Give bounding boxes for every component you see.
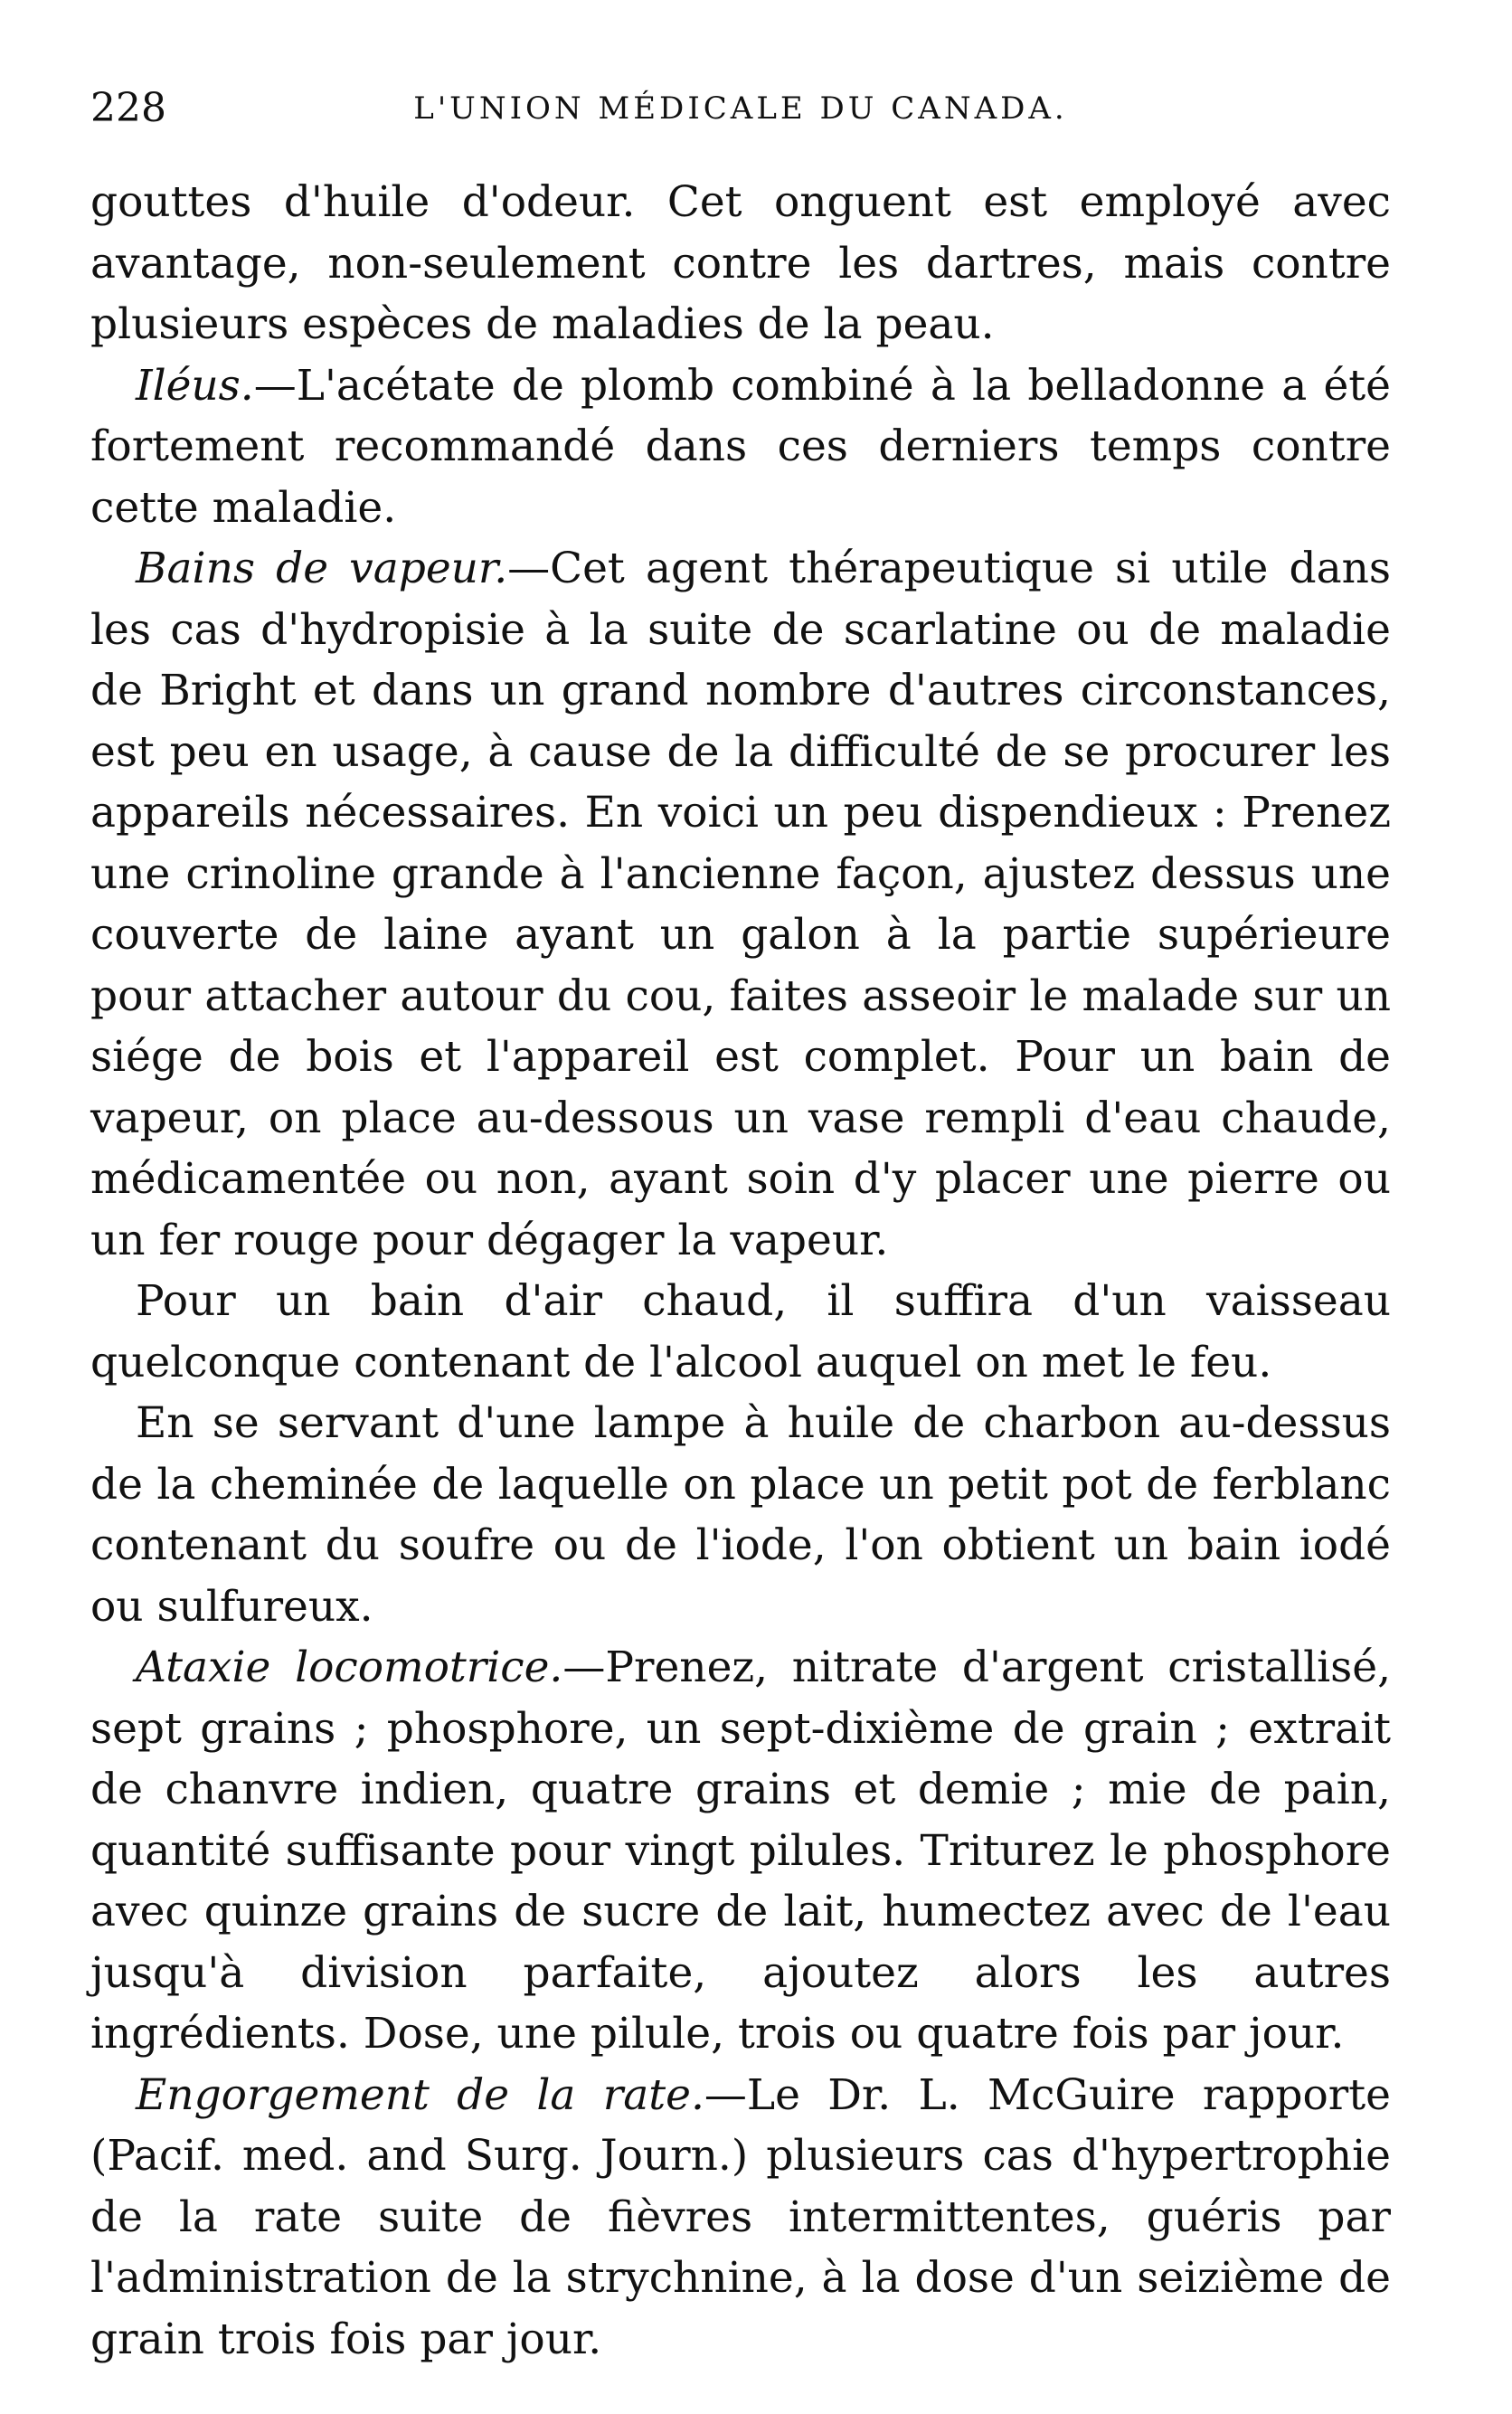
journal-title: L'UNION MÉDICALE DU CANADA.: [413, 90, 1068, 127]
paragraph-lead-in: Engorgement de la rate.: [136, 2069, 704, 2120]
paragraph-lead-in: Iléus.: [136, 360, 254, 411]
paragraph-ileus: [90, 355, 1391, 539]
paragraph-bains-de-vapeur: [90, 538, 1391, 1271]
paragraph-text: gouttes d'huile d'odeur. Cet onguent est employé avec avantage, non-seulement contre les dartres, mais contre plusieurs espèces de maladies de la peau.: [90, 177, 1391, 349]
paragraph-bain-iode: [90, 1393, 1391, 1637]
paragraph-text: —Prenez, nitrate d'argent cristallisé, sept grains ; phosphore, un sept-dixième de grain ; extrait de chanvre indien, quatre grains et demie ; mie de pain, quantité suffisante pour vingt pilules. Triturez le phosphore avec quinze grains de sucre de lait, humectez avec de l'eau jusqu'à division parfaite, ajoutez alors les autres ingrédients. Dose, une pilule, trois ou quatre fois par jour.: [90, 1642, 1392, 2059]
running-head: [90, 81, 1391, 136]
paragraph-text: Pour un bain d'air chaud, il suffira d'un vaisseau quelconque contenant de l'alcool auquel on met le feu.: [90, 1276, 1391, 1387]
paragraph-lead-in: Bains de vapeur.: [136, 544, 508, 593]
paragraph-text: En se servant d'une lampe à huile de charbon au-dessus de la cheminée de laquelle on place un petit pot de ferblanc contenant du soufre ou de l'iode, l'on obtient un bain iodé ou sulfureux.: [90, 1398, 1391, 1632]
paragraph-lead-in: Ataxie locomotrice.: [136, 1642, 563, 1692]
paragraph-bain-air-chaud: [90, 1271, 1391, 1393]
paragraph-ataxie-locomotrice: [90, 1637, 1391, 2065]
paragraph-text: —Le Dr. L. McGuire rapporte (Pacif. med. and Surg. Journ.) plusieurs cas d'hypertrophie de la rate suite de fièvres intermittentes, guéris par l'administration de la strychnine, à la dose d'un seizième de grain trois fois par jour.: [90, 2069, 1391, 2364]
paragraph-text: —Cet agent thérapeutique si utile dans les cas d'hydropisie à la suite de scarlatine ou de maladie de Bright et dans un grand nombre d'autres circonstances, est peu en usage, à cause de la difficulté de se procurer les appareils nécessaires. En voici un peu dispendieux : Prenez une crinoline grande à l'ancienne façon, ajustez dessus une couverte de laine ayant un galon à la partie supérieure pour attacher autour du cou, faites asseoir le malade sur un siége de bois et l'appareil est complet. Pour un bain de vapeur, on place au-dessous un vase rempli d'eau chaude, médicamentée ou non, ayant soin d'y placer une pierre ou un fer rouge pour dégager la vapeur.: [90, 544, 1391, 1265]
paragraph-engorgement-rate: [90, 2065, 1391, 2371]
document-page: [90, 81, 1391, 2370]
paragraph-text: —L'acétate de plomb combiné à la belladonne a été fortement recommandé dans ces derniers temps contre cette maladie.: [90, 360, 1391, 533]
page-number: 228: [90, 85, 166, 131]
paragraph-continuation: [90, 172, 1391, 355]
